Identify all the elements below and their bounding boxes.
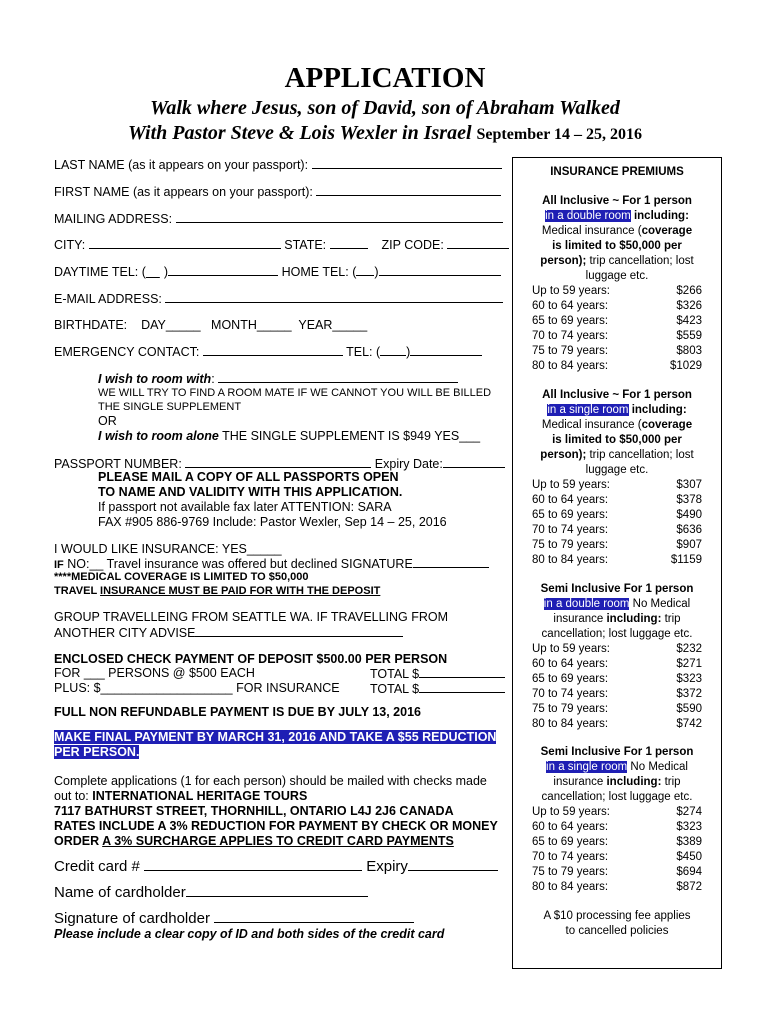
emergency-area-code[interactable]	[380, 344, 406, 356]
price-value: $490	[676, 509, 702, 521]
emergency-label: EMERGENCY CONTACT:	[54, 345, 200, 359]
last-name-field[interactable]	[54, 157, 502, 172]
travel-insurance-note	[54, 585, 380, 597]
block-1-title: All Inclusive ~ For 1 person	[542, 389, 692, 401]
block-0-cov: coverage	[641, 225, 693, 237]
emergency-line[interactable]	[203, 344, 343, 356]
mailing-address-line[interactable]	[176, 211, 503, 223]
block-1-incl: including:	[628, 404, 687, 416]
price-row	[532, 806, 702, 818]
price-row	[532, 524, 702, 536]
block-2-line2c: trip	[661, 613, 681, 625]
first-name-label: FIRST NAME (as it appears on your passport):	[54, 185, 313, 199]
insurance-yes[interactable]: I WOULD LIKE INSURANCE: YES_____	[54, 542, 282, 556]
passport-row	[54, 456, 505, 471]
price-value: $326	[676, 300, 702, 312]
company-address: 7117 BATHURST STREET, THORNHILL, ONTARIO L4J 2J6 CANADA	[54, 804, 454, 818]
travel-underlined: INSURANCE MUST BE PAID FOR WITH THE DEPOSIT	[100, 585, 381, 597]
age-label: 65 to 69 years:	[532, 836, 609, 848]
email-label: E-MAIL ADDRESS:	[54, 292, 162, 306]
subtitle-line-2	[0, 122, 770, 145]
expiry-2-label: Expiry	[366, 858, 408, 875]
price-value: $389	[676, 836, 702, 848]
paren-close-3: )	[406, 345, 411, 359]
credit-card-line[interactable]	[144, 857, 362, 871]
price-value: $694	[676, 866, 702, 878]
birth-month[interactable]: MONTH_____	[211, 318, 292, 332]
total-row-2	[370, 681, 505, 696]
zip-label: ZIP CODE:	[381, 238, 444, 252]
city-label: CITY:	[54, 238, 86, 252]
last-name-label: LAST NAME (as it appears on your passport):	[54, 158, 309, 172]
age-label: 70 to 74 years:	[532, 330, 609, 342]
group-advise-label: ANOTHER CITY ADVISE	[54, 626, 196, 640]
price-value: $636	[676, 524, 702, 536]
block-3-line2b: including:	[606, 776, 662, 788]
age-label: 70 to 74 years:	[532, 851, 609, 863]
block-3-room-row	[512, 761, 722, 773]
medical-limit-note: ****MEDICAL COVERAGE IS LIMITED TO $50,000	[54, 571, 309, 583]
last-name-line[interactable]	[312, 157, 502, 169]
final-payment-line-2	[54, 745, 139, 759]
price-value: $907	[676, 539, 702, 551]
total-line-2[interactable]	[419, 681, 505, 693]
price-row	[532, 673, 702, 685]
total-line-1[interactable]	[419, 666, 505, 678]
trip-dates: September 14 – 25, 2016	[476, 126, 642, 143]
price-row	[532, 315, 702, 327]
birth-day[interactable]: DAY_____	[141, 318, 201, 332]
block-2-room: in a double room	[543, 598, 630, 610]
age-label: 60 to 64 years:	[532, 821, 609, 833]
mailing-address-label: MAILING ADDRESS:	[54, 212, 173, 226]
group-city-line[interactable]	[195, 625, 403, 637]
home-area-code[interactable]	[356, 264, 374, 276]
price-value: $742	[676, 718, 702, 730]
room-alone-row[interactable]	[98, 429, 480, 443]
final-payment-line-1	[54, 730, 496, 744]
signature-row	[54, 909, 414, 927]
block-0-trip: trip cancellation; lost	[586, 255, 694, 267]
fax-line-1: If passport not available fax later ATTENTION: SARA	[98, 500, 392, 514]
persons-row[interactable]: FOR ___ PERSONS @ $500 EACH	[54, 666, 255, 680]
price-row	[532, 494, 702, 506]
block-0-desc1: Medical insurance (	[541, 225, 642, 237]
block-0-room-row	[512, 210, 722, 222]
block-1-desc-4: luggage etc.	[585, 464, 649, 476]
block-1-person: person);	[540, 449, 587, 461]
room-alone-label: I wish to room alone	[98, 429, 219, 443]
block-1-desc-1	[512, 419, 722, 431]
block-1-desc-2: is limited to $50,000 per	[552, 434, 682, 446]
city-line[interactable]	[89, 237, 281, 249]
price-row	[532, 360, 702, 372]
price-value: $232	[676, 643, 702, 655]
price-row	[532, 688, 702, 700]
price-row	[532, 881, 702, 893]
price-value: $803	[676, 345, 702, 357]
single-supplement-note: THE SINGLE SUPPLEMENT	[98, 401, 242, 413]
cardholder-line[interactable]	[186, 883, 368, 897]
travel-prefix: TRAVEL	[54, 585, 101, 597]
price-value: $872	[676, 881, 702, 893]
company-name: INTERNATIONAL HERITAGE TOURS	[92, 789, 308, 803]
price-row	[532, 643, 702, 655]
group-line-1: GROUP TRAVELLEING FROM SEATTLE WA. IF TRAVELLING FROM	[54, 610, 449, 624]
block-1-cov: coverage	[641, 419, 693, 431]
age-label: Up to 59 years:	[532, 285, 610, 297]
subtitle-line-2-text: With Pastor Steve & Lois Wexler in Israel	[127, 122, 472, 144]
block-1-room-row	[512, 404, 722, 416]
age-label: 60 to 64 years:	[532, 658, 609, 670]
daytime-tel-line[interactable]	[168, 264, 278, 276]
block-3-title: Semi Inclusive For 1 person	[540, 746, 694, 758]
age-label: 60 to 64 years:	[532, 300, 609, 312]
surcharge-underlined: A 3% SURCHARGE APPLIES TO CREDIT CARD PAYMENTS	[102, 834, 454, 848]
passport-label: PASSPORT NUMBER:	[54, 457, 182, 471]
total-row-1	[370, 666, 505, 681]
age-label: Up to 59 years:	[532, 479, 610, 491]
age-label: 80 to 84 years:	[532, 718, 609, 730]
price-value: $307	[676, 479, 702, 491]
room-with-colon: :	[211, 372, 215, 386]
block-3-after: No Medical	[627, 761, 688, 773]
price-value: $1159	[670, 554, 702, 566]
zip-line[interactable]	[447, 237, 509, 249]
expiry-line[interactable]	[443, 456, 505, 468]
age-label: 80 to 84 years:	[532, 881, 609, 893]
full-payment-note: FULL NON REFUNDABLE PAYMENT IS DUE BY JULY 13, 2016	[54, 705, 421, 719]
price-row	[532, 479, 702, 491]
first-name-field[interactable]	[54, 184, 501, 199]
room-with-label: I wish to room with	[98, 372, 212, 386]
price-value: $1029	[670, 360, 702, 372]
total-label-1: TOTAL $	[370, 667, 420, 681]
price-value: $323	[676, 673, 702, 685]
final-payment-highlight-2: PER PERSON.	[54, 745, 140, 759]
or-label: OR	[98, 414, 117, 428]
expiry-2-line[interactable]	[408, 857, 498, 871]
price-row	[532, 821, 702, 833]
page-title: APPLICATION	[284, 62, 486, 94]
surcharge-note	[54, 834, 454, 848]
price-value: $559	[676, 330, 702, 342]
block-2-line-3: cancellation; lost luggage etc.	[541, 628, 693, 640]
insurance-amount-row[interactable]: PLUS: $___________________ FOR INSURANCE	[54, 681, 340, 695]
email-field[interactable]	[54, 291, 503, 306]
expiry-label: Expiry Date:	[374, 457, 443, 471]
block-2-title: Semi Inclusive For 1 person	[540, 583, 694, 595]
block-0-title: All Inclusive ~ For 1 person	[542, 195, 692, 207]
block-0-desc-2: is limited to $50,000 per	[552, 240, 682, 252]
age-label: 65 to 69 years:	[532, 673, 609, 685]
paren-close-1: )	[163, 265, 169, 279]
daytime-tel-label: DAYTIME TEL: (	[54, 265, 146, 279]
first-name-line[interactable]	[316, 184, 501, 196]
price-value: $323	[676, 821, 702, 833]
insurance-heading: INSURANCE PREMIUMS	[550, 166, 684, 178]
passport-line[interactable]	[185, 456, 371, 468]
state-line[interactable]	[330, 237, 368, 249]
daytime-area-code[interactable]	[146, 265, 164, 276]
price-value: $266	[676, 285, 702, 297]
age-label: 75 to 79 years:	[532, 539, 609, 551]
roommate-note: WE WILL TRY TO FIND A ROOM MATE IF WE CANNOT YOU WILL BE BILLED	[98, 387, 492, 399]
cardholder-row	[54, 883, 368, 901]
phone-row	[54, 264, 501, 279]
price-value: $450	[676, 851, 702, 863]
final-payment-highlight-1: MAKE FINAL PAYMENT BY MARCH 31, 2016 AND TAKE A $55 REDUCTION	[54, 730, 497, 744]
block-0-incl: including:	[630, 210, 689, 222]
price-value: $271	[676, 658, 702, 670]
price-row	[532, 554, 702, 566]
if-label: IF	[54, 559, 64, 571]
mail-copy-line-2: TO NAME AND VALIDITY WITH THIS APPLICATION.	[98, 485, 403, 499]
complete-line-2	[54, 789, 307, 803]
block-2-line2a: insurance	[553, 613, 607, 625]
age-label: 80 to 84 years:	[532, 554, 609, 566]
complete-line-1: Complete applications (1 for each person) should be mailed with checks made	[54, 774, 487, 788]
mail-copy-line-1: PLEASE MAIL A COPY OF ALL PASSPORTS OPEN	[98, 470, 399, 484]
price-value: $378	[676, 494, 702, 506]
price-row	[532, 836, 702, 848]
birth-year[interactable]: YEAR_____	[298, 318, 368, 332]
price-row	[532, 851, 702, 863]
block-1-trip: trip cancellation; lost	[586, 449, 694, 461]
out-to-label: out to:	[54, 789, 93, 803]
price-row	[532, 345, 702, 357]
state-label: STATE:	[284, 238, 327, 252]
price-row	[532, 300, 702, 312]
insurance-no-row	[54, 556, 489, 571]
block-0-desc-4: luggage etc.	[585, 270, 649, 282]
price-row	[532, 658, 702, 670]
block-0-desc-3	[512, 255, 722, 267]
fee-note-1: A $10 processing fee applies	[543, 910, 691, 922]
mailing-address-field[interactable]	[54, 211, 503, 226]
fax-line-2: FAX #905 886-9769 Include: Pastor Wexler, Sep 14 – 25, 2016	[98, 515, 447, 529]
age-label: 75 to 79 years:	[532, 345, 609, 357]
price-value: $590	[676, 703, 702, 715]
price-row	[532, 285, 702, 297]
insurance-no-text: NO:__ Travel insurance was offered but declined SIGNATURE	[63, 557, 413, 571]
deposit-heading: ENCLOSED CHECK PAYMENT OF DEPOSIT $500.00 PER PERSON	[54, 652, 448, 666]
block-3-line-2	[512, 776, 722, 788]
age-label: Up to 59 years:	[532, 806, 610, 818]
emergency-tel-line[interactable]	[410, 344, 482, 356]
room-with-row	[98, 371, 458, 386]
block-3-line2a: insurance	[553, 776, 607, 788]
birthdate-row	[54, 318, 367, 332]
age-label: 75 to 79 years:	[532, 703, 609, 715]
price-value: $423	[676, 315, 702, 327]
age-label: 65 to 69 years:	[532, 315, 609, 327]
room-alone-text: THE SINGLE SUPPLEMENT IS $949 YES___	[218, 429, 481, 443]
block-1-room: in a single room	[547, 404, 629, 416]
age-label: 70 to 74 years:	[532, 688, 609, 700]
block-1-desc-3	[512, 449, 722, 461]
price-value: $372	[676, 688, 702, 700]
signature-label: Signature of cardholder	[54, 910, 210, 927]
cardholder-label: Name of cardholder	[54, 884, 186, 901]
group-line-2	[54, 625, 403, 640]
block-2-line2b: including:	[606, 613, 662, 625]
signature-line[interactable]	[214, 909, 414, 923]
emergency-tel-label: TEL: (	[346, 345, 381, 359]
block-2-after: No Medical	[629, 598, 691, 610]
price-row	[532, 718, 702, 730]
birthdate-label: BIRTHDATE:	[54, 318, 128, 332]
price-row	[532, 866, 702, 878]
block-0-person: person);	[540, 255, 587, 267]
id-note: Please include a clear copy of ID and both sides of the credit card	[54, 927, 445, 941]
age-label: 80 to 84 years:	[532, 360, 609, 372]
credit-card-row	[54, 857, 498, 875]
decline-signature-line[interactable]	[413, 556, 489, 568]
price-row	[532, 509, 702, 521]
age-label: 70 to 74 years:	[532, 524, 609, 536]
block-2-line-2	[512, 613, 722, 625]
price-row	[532, 330, 702, 342]
age-label: 60 to 64 years:	[532, 494, 609, 506]
price-value: $274	[676, 806, 702, 818]
subtitle-line-1: Walk where Jesus, son of David, son of Abraham Walked	[150, 97, 620, 119]
room-with-line[interactable]	[218, 371, 458, 383]
block-0-desc-1	[512, 225, 722, 237]
block-3-room: in a single room	[546, 761, 628, 773]
fee-note-2: to cancelled policies	[565, 925, 669, 937]
block-3-line-3: cancellation; lost luggage etc.	[541, 791, 693, 803]
home-tel-label: HOME TEL: (	[281, 265, 357, 279]
credit-card-label: Credit card #	[54, 858, 140, 875]
price-row	[532, 703, 702, 715]
block-0-room: in a double room	[545, 210, 631, 222]
rates-note: RATES INCLUDE A 3% REDUCTION FOR PAYMENT BY CHECK OR MONEY	[54, 819, 498, 833]
block-2-room-row	[512, 598, 722, 610]
age-label: 75 to 79 years:	[532, 866, 609, 878]
paren-close-2: )	[374, 265, 379, 279]
age-label: 65 to 69 years:	[532, 509, 609, 521]
age-label: Up to 59 years:	[532, 643, 610, 655]
order-prefix: ORDER	[54, 834, 103, 848]
email-line[interactable]	[165, 291, 503, 303]
city-state-zip-row	[54, 237, 509, 252]
price-row	[532, 539, 702, 551]
home-tel-line[interactable]	[379, 264, 501, 276]
block-1-desc1: Medical insurance (	[541, 419, 642, 431]
emergency-row	[54, 344, 482, 359]
total-label-2: TOTAL $	[370, 682, 420, 696]
block-3-line2c: trip	[661, 776, 681, 788]
